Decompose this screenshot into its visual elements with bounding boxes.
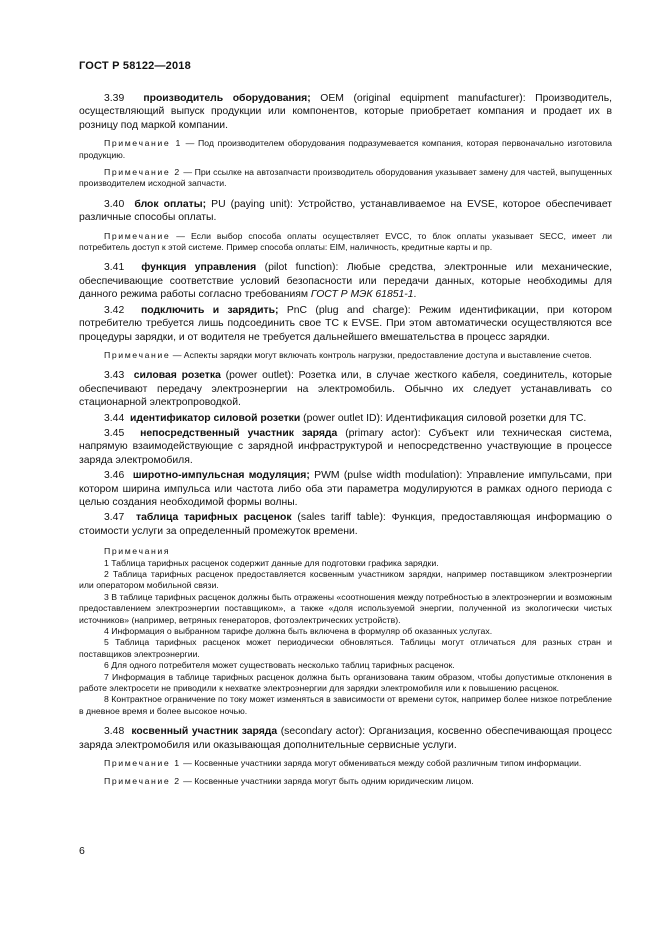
term-definition: PnC (plug and charge): Режим идентификации, при котором потребителю требуется лишь подсоединить свое ТС к EVSE. При этом автоматически осуществляются все процедуры зарядки, и от водителя не требуется дальнейшего вмешательства в процесс зарядки.: [79, 304, 613, 343]
term-name: подключить и зарядить;: [140, 304, 279, 316]
note-text: — Аспекты зарядки могут включать контроль нагрузки, предоставление доступа и выставление счетов.: [170, 349, 592, 360]
note-item: 6 Для одного потребителя может существовать несколько таблиц тарифных расценок.: [104, 660, 455, 671]
term-number: 3.39: [104, 93, 125, 104]
term-number: 3.43: [104, 370, 125, 382]
term-3-40: [79, 198, 612, 225]
term-definition: PU (paying unit): Устройство, устанавливаемое на EVSE, которое обеспечивает различные способы оплаты.: [79, 198, 613, 224]
note-text: — Под производителем оборудования подразумевается компания, которая первоначально изготовила продукцию.: [79, 138, 612, 160]
term-name: широтно-импульсная модуляция;: [132, 470, 310, 482]
note-label: Примечание 1: [104, 758, 181, 769]
term-definition: (sales tariff table): Функция, предоставляющая информацию о стоимости услуги за определенный промежуток времени.: [79, 512, 612, 537]
term-number: 3.46: [104, 470, 125, 482]
note-label: Примечание 2: [104, 775, 181, 786]
term-name: функция управления: [141, 262, 257, 274]
note-3-42: [79, 350, 612, 361]
note-text: — При ссылке на автозапчасти производитель оборудования указывает замену для частей, выпущенных производителем исходной запчасти.: [79, 167, 612, 189]
term-definition: (secondary actor): Организация, косвенно обеспечивающая процесс заряда электромобиля или оказывающая дополнительные сервисные услуги.: [79, 726, 612, 751]
note-label: Примечание 2: [104, 167, 181, 178]
term-number: 3.44: [104, 412, 125, 424]
term-number: 3.41: [104, 262, 125, 274]
document-body: [79, 92, 612, 793]
term-number: 3.40: [104, 198, 125, 210]
term-3-46: [79, 469, 612, 509]
term-name: непосредственный участник заряда: [140, 427, 338, 439]
standard-reference: ГОСТ Р МЭК 61851-1: [310, 289, 414, 301]
note-text: — Если выбор способа оплаты осуществляет EVCC, то блок оплаты указывает SECC, имеет ли потребитель доступ к этой системе. Пример способа оплаты: EIM, наличность, кредитные карты и пр.: [79, 230, 612, 253]
note-item: 7 Информация в таблице тарифных расценок должна быть организована таким образом, чтобы допустимые отклонения в работе электросети не приводили к нехватке электроэнергии для зарядки электромобиля или к повышению расценок.: [79, 671, 612, 694]
note-label: Примечание: [104, 230, 171, 241]
term-number: 3.48: [104, 726, 125, 738]
document-header: ГОСТ Р 58122—2018: [79, 60, 191, 72]
note-item: 4 Информация о выбранном тарифе должна быть включена в формуляр об оказанных услугах.: [104, 626, 493, 637]
term-name: силовая розетка: [133, 370, 221, 382]
term-3-41: [79, 261, 612, 301]
term-3-44: [79, 412, 612, 425]
term-3-45: [79, 427, 612, 467]
note-text: — Косвенные участники заряда могут обмениваться между собой различным типом информации.: [180, 758, 582, 769]
term-name: блок оплаты;: [134, 198, 207, 210]
term-definition: (power outlet): Розетка или, в случае жесткого кабеля, соединитель, которые обеспечивают передачу электроэнергии на электромобиль. Обычно их следует устанавливать со стационарной электропроводкой.: [79, 370, 612, 409]
note-text: — Косвенные участники заряда могут быть одним юридическим лицом.: [180, 775, 474, 786]
term-number: 3.47: [104, 512, 125, 524]
page-number: 6: [79, 845, 85, 857]
term-3-43: [79, 369, 612, 409]
note-label: Примечание 1: [104, 138, 182, 149]
term-3-48: [79, 725, 612, 752]
note-item: 3 В таблице тарифных расценок должны быть отражены «соотношения между потребностью в электроэнергии и возможным предоставлением электроэнергии поставщиком», а также «доля используемой энергии, полученной из экологически чистых источников» (например, ветряных генераторов, фотоэлектрических устройств).: [79, 591, 612, 625]
term-3-47: [79, 511, 612, 538]
term-number: 3.42: [104, 304, 125, 316]
note-3-48-1: [79, 758, 612, 769]
note-3-39-2: [79, 167, 612, 190]
note-item: 8 Контрактное ограничение по току может изменяться в зависимости от времени суток, например более низкое потребление в дневное время и более высокое ночью.: [79, 694, 612, 716]
term-number: 3.45: [104, 427, 125, 439]
term-name: косвенный участник заряда: [131, 726, 278, 738]
note-label: Примечание: [104, 349, 171, 360]
note-item: 1 Таблица тарифных расценок содержит данные для подготовки графика зарядки.: [104, 557, 439, 568]
term-3-39: [79, 92, 612, 132]
notes-3-47: [79, 546, 612, 717]
term-definition: PWM (pulse width modulation): Управление импульсами, при котором ширина импульса или частота либо оба эти параметра модулируются в рамках одного периода с целью создания необходимой формы волны.: [79, 470, 612, 508]
notes-heading: Примечания: [104, 546, 171, 557]
note-3-48-2: [79, 776, 612, 787]
term-3-42: [79, 304, 612, 344]
term-name: таблица тарифных расценок: [135, 512, 292, 524]
term-tail: .: [413, 289, 417, 301]
term-definition: (power outlet ID): Идентификация силовой розетки для ТС.: [300, 412, 587, 424]
note-3-39-1: [79, 138, 612, 161]
note-3-40: [79, 231, 612, 254]
term-name: идентификатор силовой розетки: [130, 412, 301, 424]
term-definition: (primary actor): Субъект или техническая система, напрямую взаимодействующие с зарядной инфраструктурой и непосредственно участвующие в процессе заряда электромобиля.: [79, 427, 612, 466]
note-item: 2 Таблица тарифных расценок предоставляется косвенным участником зарядки, например поставщиком электроэнергии или оператором мобильной связи.: [79, 569, 612, 591]
term-name: производитель оборудования;: [143, 93, 311, 104]
term-definition: (pilot function): Любые средства, электронные или механические, обеспечивающие соответствие условий безопасности или передачи данных, которые необходимы для данного режима работы согласно требованиям: [79, 262, 612, 301]
term-definition: OEM (original equipment manufacturer): Производитель, осуществляющий выпуск продукции или компонентов, которые приобретает компания и продает их в розницу под маркой компании.: [79, 93, 612, 131]
note-item: 5 Таблица тарифных расценок может периодически обновляться. Таблицы могут отличаться для разных стран и поставщиков электроэнергии.: [79, 637, 612, 659]
